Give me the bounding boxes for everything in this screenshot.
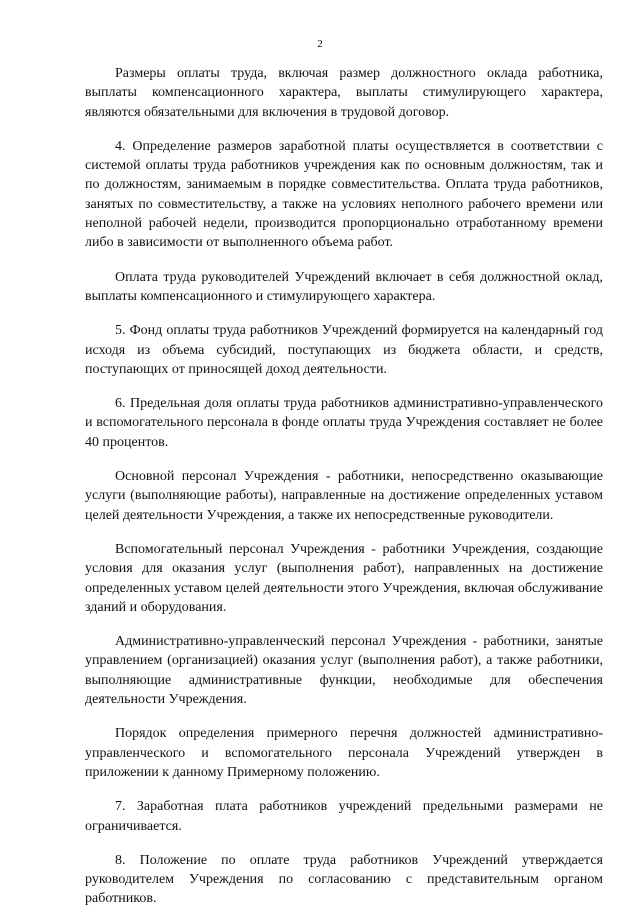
paragraph-11: 8. Положение по оплате труда работников Учреждений утверждается руководителем Учреждения по согласованию с представительным органом работников. [85, 852, 603, 907]
paragraph-4: 5. Фонд оплаты труда работников Учреждений формируется на календарный год исходя из объема субсидий, поступающих из бюджета области, и средств, поступающих от приносящей доход деятельности. [85, 323, 603, 377]
paragraph-1: Размеры оплаты труда, включая размер должностного оклада работника, выплаты компенсационного характера, выплаты стимулирующего характера, являются обязательными для включения в трудовой договор. [85, 66, 603, 120]
paragraph-9: Порядок определения примерного перечня должностей административно-управленческого и вспомогательного персонала Учреждений утвержден в приложении к данному Примерному положению. [85, 726, 603, 780]
paragraph-8: Административно-управленческий персонал Учреждения - работники, занятые управлением (организацией) оказания услуг (выполнения работ), а также работники, выполняющие административные функции, необходимые для обеспечения деятельности Учреждения. [85, 634, 603, 708]
paragraph-7: Вспомогательный персонал Учреждения - работники Учреждения, создающие условия для оказания услуг (выполнения работ), направленных на достижение определенных уставом целей деятельности этого Учреждения, включая обслуживание зданий и оборудования. [85, 541, 603, 615]
paragraph-2: 4. Определение размеров заработной платы осуществляется в соответствии с системой оплаты труда работников учреждения как по основным должностям, так и по должностям, занимаемым в порядке совместительства. Оплата труда работников, занятых по совместительству, а также на условиях неполного рабочего времени или неполной рабочей недели, производится пропорционально отработанному времени либо в зависимости от выполненного объема работ. [85, 138, 603, 251]
paragraph-6: Основной персонал Учреждения - работники, непосредственно оказывающие услуги (выполняющие работы), направленные на достижение определенных уставом целей деятельности Учреждения, а также их непосредственные руководители. [85, 469, 603, 523]
paragraph-5: 6. Предельная доля оплаты труда работников административно-управленческого и вспомогательного персонала в фонде оплаты труда Учреждения составляет не более 40 процентов. [85, 396, 603, 450]
paragraph-10: 7. Заработная плата работников учреждений предельными размерами не ограничивается. [85, 799, 603, 834]
document-body [85, 64, 603, 924]
page-number: 2 [317, 38, 323, 50]
paragraph-3: Оплата труда руководителей Учреждений включает в себя должностной оклад, выплаты компенсационного и стимулирующего характера. [85, 269, 603, 304]
